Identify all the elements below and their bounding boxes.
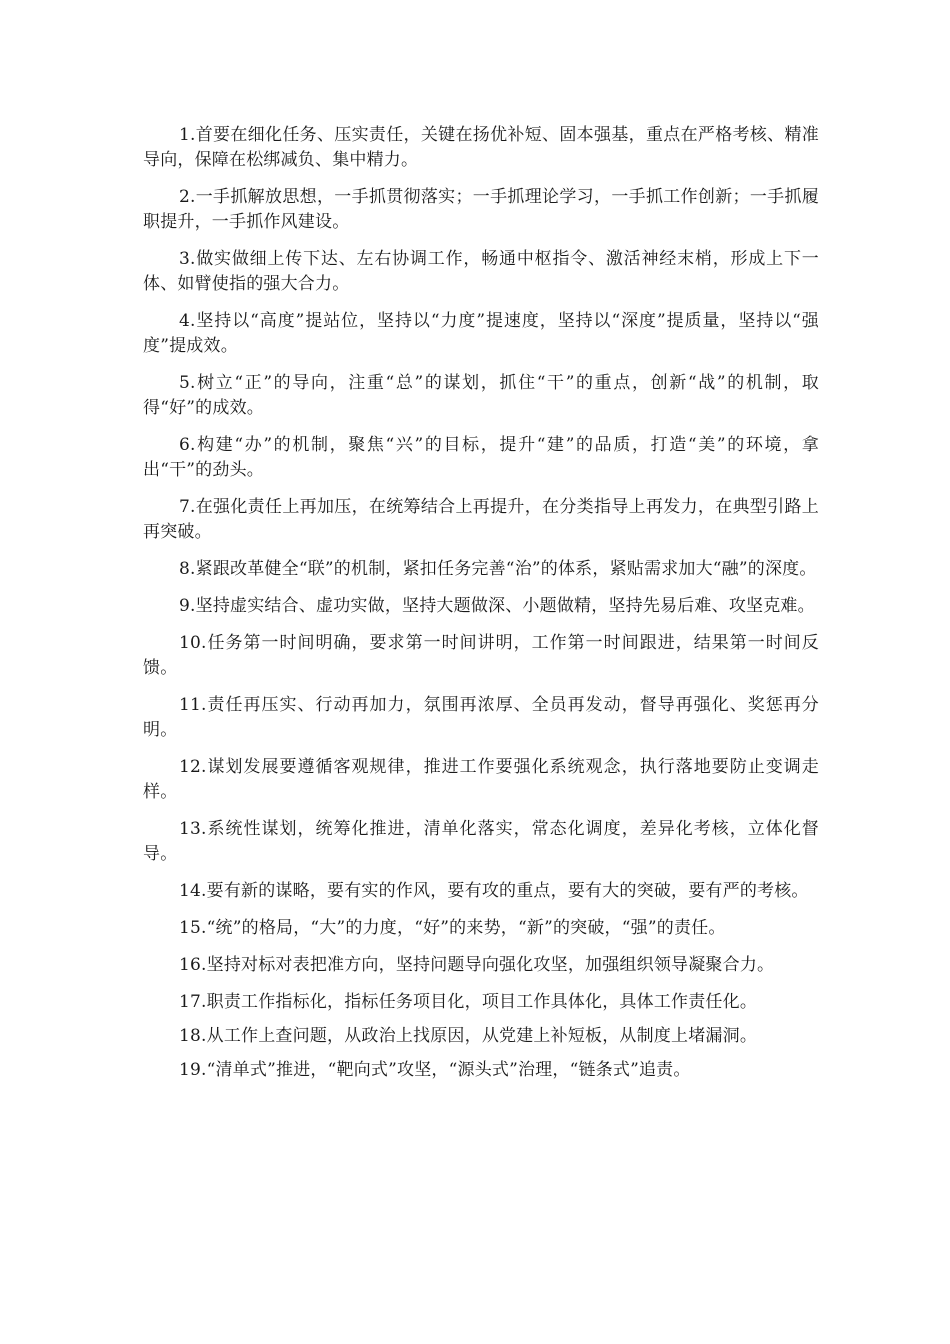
paragraph-19: 19.“清单式”推进，“靶向式”攻坚，“源头式”治理，“链条式”追责。	[179, 1060, 691, 1080]
paragraph-12: 12.谋划发展要遵循客观规律，推进工作要强化系统观念，执行落地要防止变调走样。	[143, 757, 819, 802]
paragraph-16: 16.坚持对标对表把准方向，坚持问题导向强化攻坚，加强组织领导凝聚合力。	[179, 955, 775, 975]
paragraph-10: 10.任务第一时间明确，要求第一时间讲明，工作第一时间跟进，结果第一时间反馈。	[143, 633, 819, 678]
paragraph-18: 18.从工作上查问题，从政治上找原因，从党建上补短板，从制度上堵漏洞。	[179, 1026, 758, 1046]
paragraph-1: 1.首要在细化任务、压实责任，关键在扬优补短、固本强基，重点在严格考核、精准导向，保障在松绑减负、集中精力。	[143, 125, 819, 170]
paragraph-7: 7.在强化责任上再加压，在统筹结合上再提升，在分类指导上再发力，在典型引路上再突破。	[143, 497, 819, 542]
paragraph-14: 14.要有新的谋略，要有实的作风，要有攻的重点，要有大的突破，要有严的考核。	[179, 881, 809, 901]
paragraph-15: 15.“统”的格局，“大”的力度，“好”的来势，“新”的突破，“强”的责任。	[179, 918, 726, 938]
paragraph-5: 5.树立“正”的导向，注重“总”的谋划，抓住“干”的重点，创新“战”的机制，取得“好”的成效。	[143, 373, 819, 418]
paragraph-9: 9.坚持虚实结合、虚功实做，坚持大题做深、小题做精，坚持先易后难、攻坚克难。	[179, 596, 815, 616]
paragraph-17: 17.职责工作指标化，指标任务项目化，项目工作具体化，具体工作责任化。	[179, 992, 758, 1012]
paragraph-6: 6.构建“办”的机制，聚焦“兴”的目标，提升“建”的品质，打造“美”的环境，拿出“干”的劲头。	[143, 435, 819, 480]
paragraph-11: 11.责任再压实、行动再加力，氛围再浓厚、全员再发动，督导再强化、奖惩再分明。	[143, 695, 819, 740]
paragraph-3: 3.做实做细上传下达、左右协调工作，畅通中枢指令、激活神经末梢，形成上下一体、如臂使指的强大合力。	[143, 249, 819, 294]
paragraph-13: 13.系统性谋划，统筹化推进，清单化落实，常态化调度，差异化考核，立体化督导。	[143, 819, 819, 864]
paragraph-4: 4.坚持以“高度”提站位，坚持以“力度”提速度，坚持以“深度”提质量，坚持以“强度”提成效。	[143, 311, 819, 356]
paragraph-2: 2.一手抓解放思想，一手抓贯彻落实；一手抓理论学习，一手抓工作创新；一手抓履职提升，一手抓作风建设。	[143, 187, 819, 232]
document-body	[143, 123, 819, 1092]
paragraph-8: 8.紧跟改革健全“联”的机制，紧扣任务完善“治”的体系，紧贴需求加大“融”的深度。	[179, 559, 817, 579]
